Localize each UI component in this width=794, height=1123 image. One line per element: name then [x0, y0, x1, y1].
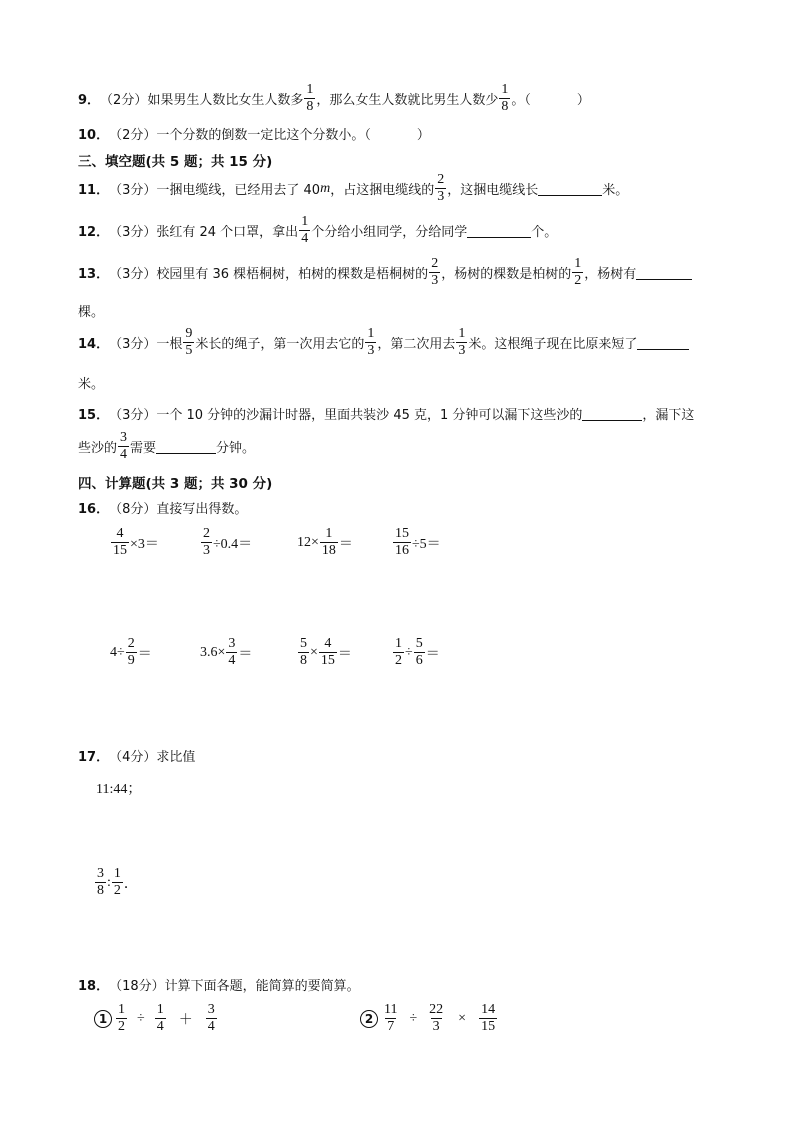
fraction: $\frac{2}{9}$ — [127, 636, 135, 668]
fraction: $\frac{4}{15}$ — [320, 636, 335, 668]
question-16 — [78, 498, 247, 517]
question-text: 。（ — [511, 93, 531, 108]
question-11 — [78, 172, 628, 205]
fraction: $\frac{1}{8}$ — [306, 82, 314, 114]
question-number: 9． — [78, 93, 101, 108]
question-text: ，漏下这 — [642, 408, 695, 423]
question-text: 如果男生人数比女生人数多 — [147, 93, 304, 108]
question-text: ，这捆电缆线长 — [447, 183, 539, 198]
question-text: ，占这捆电缆线的 — [330, 183, 435, 198]
question-15 — [78, 404, 694, 423]
answer-blank[interactable] — [467, 223, 531, 238]
expression: $\frac{5}{8}$ × $\frac{4}{15}$ ＝ — [300, 636, 352, 668]
section-heading: 三、填空题(共 5 题；共 15 分) — [78, 154, 273, 170]
section-heading: 四、计算题(共 3 题；共 30 分) — [78, 476, 273, 492]
question-number: 10． — [78, 128, 110, 143]
fraction: $\frac{1}{3}$ — [458, 326, 466, 358]
question-text: 张红有 24 个口罩，拿出 — [156, 225, 299, 240]
question-score: （3分） — [109, 408, 157, 423]
fraction: $\frac{5}{6}$ — [415, 636, 423, 668]
question-text: 一个分数的倒数一定比这个分数小。（ — [156, 128, 371, 143]
fraction: $\frac{15}{16}$ — [395, 526, 409, 558]
question-number: 18． — [78, 979, 110, 994]
fraction: $\frac{2}{3}$ — [203, 526, 210, 558]
question-number: 11． — [78, 183, 110, 198]
question-text: 个分给小组同学，分给同学 — [311, 225, 468, 240]
question-score: （3分） — [109, 267, 157, 282]
question-text: 米。 — [602, 183, 629, 198]
unit: m — [320, 180, 331, 196]
question-15-cont — [78, 430, 255, 463]
fraction: $\frac{22}{3}$ — [429, 1002, 444, 1034]
fraction: $\frac{3}{4}$ — [120, 430, 128, 462]
answer-blank[interactable] — [538, 181, 602, 196]
circled-number: 2 — [360, 1010, 378, 1028]
expression: 4÷ $\frac{2}{9}$ ＝ — [110, 636, 152, 668]
question-score: （3分） — [109, 225, 157, 240]
question-number: 12． — [78, 225, 110, 240]
answer-blank[interactable] — [637, 335, 689, 350]
question-number: 15． — [78, 408, 110, 423]
question-text: 计算下面各题，能简算的要简算。 — [164, 979, 360, 994]
question-10 — [78, 124, 430, 143]
fraction: $\frac{3}{4}$ — [207, 1002, 215, 1034]
answer-blank[interactable] — [636, 265, 692, 280]
fraction: $\frac{5}{8}$ — [300, 636, 307, 668]
question-text: ，那么女生人数就比男生人数少 — [316, 93, 499, 108]
fraction: $\frac{1}{2}$ — [395, 636, 402, 668]
question-text: 米。这根绳子现在比原来短了 — [468, 337, 638, 352]
question-text: 一根 — [156, 337, 183, 352]
question-9 — [78, 82, 590, 115]
fraction: $\frac{11}{7}$ — [384, 1002, 398, 1034]
fraction: $\frac{3}{8}$ — [97, 866, 104, 898]
fraction: $\frac{14}{15}$ — [481, 1002, 496, 1034]
question-12 — [78, 214, 557, 247]
question-number: 17． — [78, 750, 110, 765]
fraction: $\frac{1}{8}$ — [501, 82, 509, 114]
expression: 3.6× $\frac{3}{4}$ ＝ — [200, 636, 253, 668]
question-number: 16． — [78, 502, 110, 517]
question-text: 棵。 — [78, 305, 105, 320]
circled-number: 1 — [94, 1010, 112, 1028]
question-text: ，第二次用去 — [377, 337, 456, 352]
question-17 — [78, 746, 195, 765]
fraction: $\frac{2}{3}$ — [431, 256, 439, 288]
problem-2: 2 $\frac{11}{7}$ ÷ $\frac{22}{3}$ × $\frac{14}{15}$ — [360, 1002, 498, 1035]
fraction: $\frac{1}{4}$ — [156, 1002, 164, 1034]
question-text: 一捆电缆线，已经用去了 40 — [156, 183, 321, 198]
fraction: $\frac{1}{3}$ — [367, 326, 375, 358]
question-text: ，杨树有 — [584, 267, 637, 282]
question-text: 米长的绳子，第一次用去它的 — [195, 337, 365, 352]
fraction: $\frac{1}{2}$ — [113, 866, 121, 898]
question-text: 分钟。 — [216, 441, 256, 456]
question-text: 个。 — [531, 225, 558, 240]
question-text: ） — [576, 93, 590, 108]
ratio-expression: $\frac{3}{8}$ : $\frac{1}{2}$ ． — [97, 866, 138, 898]
question-score: （2分） — [109, 128, 157, 143]
question-text: 一个 10 分钟的沙漏计时器，里面共装沙 45 克，1 分钟可以漏下这些沙的 — [156, 408, 583, 423]
expression: $\frac{2}{3}$ ÷0.4＝ — [203, 526, 253, 558]
answer-blank[interactable] — [156, 439, 216, 454]
fraction: $\frac{9}{5}$ — [185, 326, 193, 358]
answer-blank[interactable] — [582, 406, 642, 421]
question-text: 直接写出得数。 — [156, 502, 248, 517]
question-18 — [78, 975, 360, 994]
question-score: （2分） — [100, 93, 148, 108]
question-text: 米。 — [78, 377, 105, 392]
question-text: 需要 — [130, 441, 157, 456]
fraction: $\frac{3}{4}$ — [228, 636, 236, 668]
expression: $\frac{4}{15}$ ×3＝ — [113, 526, 159, 558]
fraction: $\frac{1}{2}$ — [118, 1002, 125, 1034]
fraction: $\frac{2}{3}$ — [437, 172, 445, 204]
question-number: 14． — [78, 337, 110, 352]
question-number: 13． — [78, 267, 110, 282]
question-14 — [78, 326, 689, 359]
problem-1: 1 $\frac{1}{2}$ ÷ $\frac{1}{4}$ ＋ $\frac{3}{4}$ — [94, 1002, 218, 1035]
question-text: 些沙的 — [78, 441, 118, 456]
question-13 — [78, 256, 692, 289]
question-score: （18分） — [109, 979, 165, 994]
fraction: $\frac{1}{2}$ — [574, 256, 582, 288]
fraction: $\frac{1}{18}$ — [321, 526, 336, 558]
question-text: ，杨树的棵数是柏树的 — [441, 267, 572, 282]
question-score: （8分） — [109, 502, 157, 517]
question-text: ） — [416, 128, 430, 143]
expression: 12× $\frac{1}{18}$ ＝ — [297, 526, 353, 558]
ratio-expression: 11:44； — [96, 782, 142, 797]
fraction: $\frac{4}{15}$ — [113, 526, 127, 558]
question-score: （4分） — [109, 750, 157, 765]
question-score: （3分） — [109, 337, 157, 352]
question-score: （3分） — [109, 183, 157, 198]
question-text: 校园里有 36 棵梧桐树，柏树的棵数是梧桐树的 — [156, 267, 429, 282]
fraction: $\frac{1}{4}$ — [301, 214, 309, 246]
expression: $\frac{1}{2}$ ÷ $\frac{5}{6}$ ＝ — [395, 636, 440, 668]
expression: $\frac{15}{16}$ ÷5＝ — [395, 526, 441, 558]
question-text: 求比值 — [156, 750, 196, 765]
